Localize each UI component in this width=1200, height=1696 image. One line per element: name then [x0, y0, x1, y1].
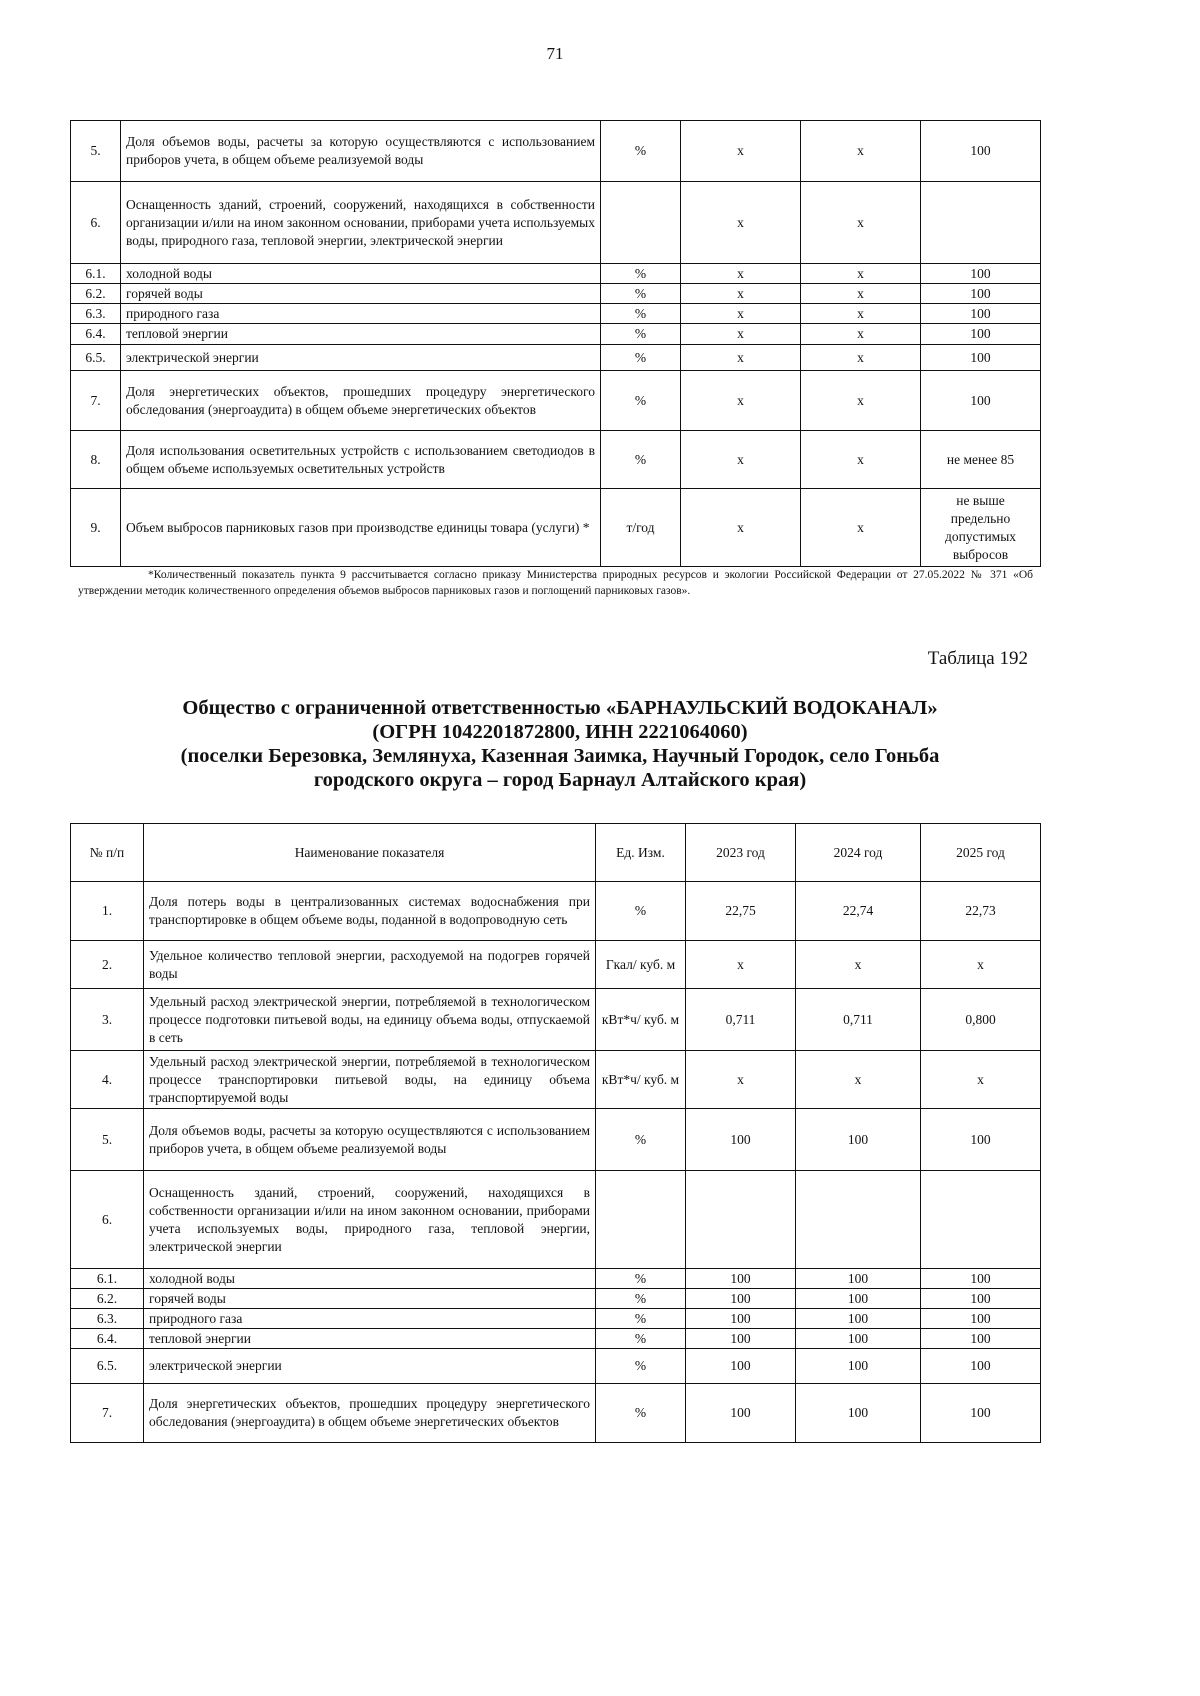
table-row [71, 1109, 1041, 1171]
table-row [71, 304, 1041, 324]
table-row [71, 1289, 1041, 1309]
cell-n: 7. [71, 1384, 144, 1443]
title-line: (поселки Березовка, Землянуха, Казенная Заимка, Научный Городок, село Гоньба [180, 745, 940, 767]
cell-name: Доля объемов воды, расчеты за которую осуществляются с использованием приборов учета, в общем объеме реализуемой воды [121, 121, 601, 182]
cell-n: 2. [71, 941, 144, 989]
header-cell: 2024 год [796, 824, 921, 882]
cell-c2: 0,711 [796, 989, 921, 1051]
cell-unit: % [596, 1329, 686, 1349]
cell-name: электрической энергии [144, 1349, 596, 1384]
cell-n: 6.4. [71, 324, 121, 345]
cell-unit: % [601, 304, 681, 324]
indicators-table-continued [70, 120, 1041, 567]
title-line: городского округа – город Барнаул Алтайского края) [313, 769, 807, 791]
cell-name: горячей воды [121, 284, 601, 304]
cell-unit: кВт*ч/ куб. м [596, 1051, 686, 1109]
cell-c2: 100 [796, 1384, 921, 1443]
cell-c3: 100 [921, 264, 1041, 284]
cell-unit: % [596, 1384, 686, 1443]
cell-c3: не менее 85 [921, 431, 1041, 489]
cell-c1: 0,711 [686, 989, 796, 1051]
table-row [71, 1349, 1041, 1384]
cell-c2: x [796, 941, 921, 989]
cell-name: Доля потерь воды в централизованных системах водоснабжения при транспортировке в общем объеме воды, поданной в водопроводную сеть [144, 882, 596, 941]
table-row [71, 182, 1041, 264]
cell-n: 5. [71, 1109, 144, 1171]
cell-c2: x [801, 489, 921, 567]
cell-n: 6.4. [71, 1329, 144, 1349]
cell-c1: 22,75 [686, 882, 796, 941]
cell-c3: 100 [921, 304, 1041, 324]
cell-c3: 100 [921, 1349, 1041, 1384]
cell-name: холодной воды [121, 264, 601, 284]
cell-c1: x [681, 264, 801, 284]
cell-c2: x [801, 371, 921, 431]
cell-name: Доля энергетических объектов, прошедших процедуру энергетического обследования (энергоаудита) в общем объеме энергетических объектов [121, 371, 601, 431]
table-row [71, 941, 1041, 989]
cell-name: электрической энергии [121, 345, 601, 371]
cell-name: Объем выбросов парниковых газов при производстве единицы товара (услуги) * [121, 489, 601, 567]
cell-unit: % [596, 1349, 686, 1384]
cell-c2: x [801, 345, 921, 371]
cell-c3 [921, 1171, 1041, 1269]
cell-c3: x [921, 941, 1041, 989]
cell-c3: 100 [921, 284, 1041, 304]
cell-c1: x [681, 489, 801, 567]
cell-unit: т/год [601, 489, 681, 567]
table-row [71, 284, 1041, 304]
cell-unit: % [596, 1309, 686, 1329]
cell-unit: Гкал/ куб. м [596, 941, 686, 989]
cell-n: 5. [71, 121, 121, 182]
cell-c2: x [801, 121, 921, 182]
cell-name: природного газа [144, 1309, 596, 1329]
cell-unit: % [596, 882, 686, 941]
cell-unit: % [601, 284, 681, 304]
cell-c3 [921, 182, 1041, 264]
table-row [71, 345, 1041, 371]
cell-n: 7. [71, 371, 121, 431]
table-row [71, 989, 1041, 1051]
cell-unit [596, 1171, 686, 1269]
cell-unit: % [596, 1109, 686, 1171]
cell-c3: 100 [921, 1309, 1041, 1329]
cell-c2: 100 [796, 1269, 921, 1289]
cell-c2: 100 [796, 1309, 921, 1329]
cell-name: Оснащенность зданий, строений, сооружений, находящихся в собственности организации и/или на ином законном основании, приборами учета используемых воды, природного газа, тепловой энергии, электрической энергии [144, 1171, 596, 1269]
cell-c3: 100 [921, 1109, 1041, 1171]
cell-unit: % [601, 121, 681, 182]
table-row [71, 1384, 1041, 1443]
table-row [71, 371, 1041, 431]
table-row [71, 1269, 1041, 1289]
cell-c1: x [686, 1051, 796, 1109]
title-line: (ОГРН 1042201872800, ИНН 2221064060) [372, 721, 748, 743]
cell-name: Доля использования осветительных устройств с использованием светодиодов в общем объеме используемых осветительных устройств [121, 431, 601, 489]
cell-c2 [796, 1171, 921, 1269]
table-row [71, 324, 1041, 345]
cell-unit: % [601, 371, 681, 431]
cell-c3: не выше предельно допустимых выбросов [921, 489, 1041, 567]
cell-name: Доля объемов воды, расчеты за которую осуществляются с использованием приборов учета, в общем объеме реализуемой воды [144, 1109, 596, 1171]
table-row [71, 121, 1041, 182]
table-row [71, 1171, 1041, 1269]
cell-c1: x [681, 431, 801, 489]
cell-c3: 100 [921, 1384, 1041, 1443]
cell-c2: 100 [796, 1329, 921, 1349]
cell-c3: 100 [921, 1329, 1041, 1349]
cell-c1: x [681, 121, 801, 182]
cell-c3: 100 [921, 1269, 1041, 1289]
cell-n: 6.1. [71, 264, 121, 284]
cell-c1 [686, 1171, 796, 1269]
table-row [71, 1329, 1041, 1349]
cell-n: 6.5. [71, 345, 121, 371]
cell-c2: x [801, 284, 921, 304]
cell-c3: 0,800 [921, 989, 1041, 1051]
cell-unit: % [601, 264, 681, 284]
cell-n: 6. [71, 182, 121, 264]
cell-unit [601, 182, 681, 264]
cell-unit: % [601, 431, 681, 489]
cell-unit: % [596, 1269, 686, 1289]
cell-c1: 100 [686, 1349, 796, 1384]
cell-c2: x [801, 431, 921, 489]
cell-c2: x [801, 324, 921, 345]
cell-c1: 100 [686, 1109, 796, 1171]
cell-c3: 100 [921, 121, 1041, 182]
cell-c2: x [801, 264, 921, 284]
cell-n: 6.2. [71, 1289, 144, 1309]
cell-name: Доля энергетических объектов, прошедших процедуру энергетического обследования (энергоаудита) в общем объеме энергетических объектов [144, 1384, 596, 1443]
cell-c1: 100 [686, 1384, 796, 1443]
cell-c2: 100 [796, 1349, 921, 1384]
cell-unit: % [596, 1289, 686, 1309]
cell-n: 1. [71, 882, 144, 941]
cell-c1: x [681, 345, 801, 371]
cell-c2: 22,74 [796, 882, 921, 941]
table-header-row [71, 824, 1041, 882]
cell-n: 6. [71, 1171, 144, 1269]
table-row [71, 1309, 1041, 1329]
cell-name: Удельный расход электрической энергии, потребляемой в технологическом процессе транспортировки питьевой воды, на единицу объема транспортируемой воды [144, 1051, 596, 1109]
cell-c1: x [686, 941, 796, 989]
cell-c2: 100 [796, 1109, 921, 1171]
cell-unit: % [601, 345, 681, 371]
header-cell: Наименование показателя [144, 824, 596, 882]
table-row [71, 264, 1041, 284]
footnote: *Количественный показатель пункта 9 рассчитывается согласно приказу Министерства природных ресурсов и экологии Российской Федерации от 27.05.2022 № 371 «Об утверждении методик количественного определения объемов выбросов парниковых газов и поглощений парниковых газов». [78, 569, 1033, 597]
header-cell: № п/п [71, 824, 144, 882]
cell-name: тепловой энергии [121, 324, 601, 345]
indicators-table-192 [70, 823, 1041, 1443]
header-cell: 2025 год [921, 824, 1041, 882]
table-row [71, 489, 1041, 567]
cell-c1: x [681, 371, 801, 431]
table-row [71, 882, 1041, 941]
cell-c3: 100 [921, 1289, 1041, 1309]
cell-n: 9. [71, 489, 121, 567]
cell-n: 6.1. [71, 1269, 144, 1289]
cell-c3: 100 [921, 345, 1041, 371]
page-number: 71 [546, 44, 564, 63]
cell-name: тепловой энергии [144, 1329, 596, 1349]
cell-c2: x [801, 182, 921, 264]
cell-n: 6.2. [71, 284, 121, 304]
table-row [71, 431, 1041, 489]
cell-c2: 100 [796, 1289, 921, 1309]
cell-c3: x [921, 1051, 1041, 1109]
cell-name: природного газа [121, 304, 601, 324]
cell-name: холодной воды [144, 1269, 596, 1289]
cell-c3: 100 [921, 371, 1041, 431]
cell-c1: 100 [686, 1309, 796, 1329]
cell-n: 6.5. [71, 1349, 144, 1384]
cell-c2: x [796, 1051, 921, 1109]
cell-n: 6.3. [71, 304, 121, 324]
cell-unit: кВт*ч/ куб. м [596, 989, 686, 1051]
cell-c1: x [681, 304, 801, 324]
cell-c1: x [681, 182, 801, 264]
header-cell: Ед. Изм. [596, 824, 686, 882]
cell-c3: 22,73 [921, 882, 1041, 941]
cell-c1: 100 [686, 1269, 796, 1289]
cell-c1: x [681, 324, 801, 345]
table-row [71, 1051, 1041, 1109]
title-line: Общество с ограниченной ответственностью «БАРНАУЛЬСКИЙ ВОДОКАНАЛ» [182, 697, 938, 719]
table-label: Таблица 192 [927, 648, 1028, 669]
cell-n: 8. [71, 431, 121, 489]
header-cell: 2023 год [686, 824, 796, 882]
table-title [60, 696, 1060, 792]
cell-n: 3. [71, 989, 144, 1051]
cell-unit: % [601, 324, 681, 345]
cell-name: Удельный расход электрической энергии, потребляемой в технологическом процессе подготовки питьевой воды, на единицу объема воды, отпускаемой в сеть [144, 989, 596, 1051]
cell-c1: 100 [686, 1329, 796, 1349]
cell-name: Оснащенность зданий, строений, сооружений, находящихся в собственности организации и/или на ином законном основании, приборами учета используемых воды, природного газа, тепловой энергии, электрической энергии [121, 182, 601, 264]
cell-name: Удельное количество тепловой энергии, расходуемой на подогрев горячей воды [144, 941, 596, 989]
cell-c1: x [681, 284, 801, 304]
cell-n: 6.3. [71, 1309, 144, 1329]
cell-c3: 100 [921, 324, 1041, 345]
cell-name: горячей воды [144, 1289, 596, 1309]
cell-c2: x [801, 304, 921, 324]
cell-c1: 100 [686, 1289, 796, 1309]
cell-n: 4. [71, 1051, 144, 1109]
